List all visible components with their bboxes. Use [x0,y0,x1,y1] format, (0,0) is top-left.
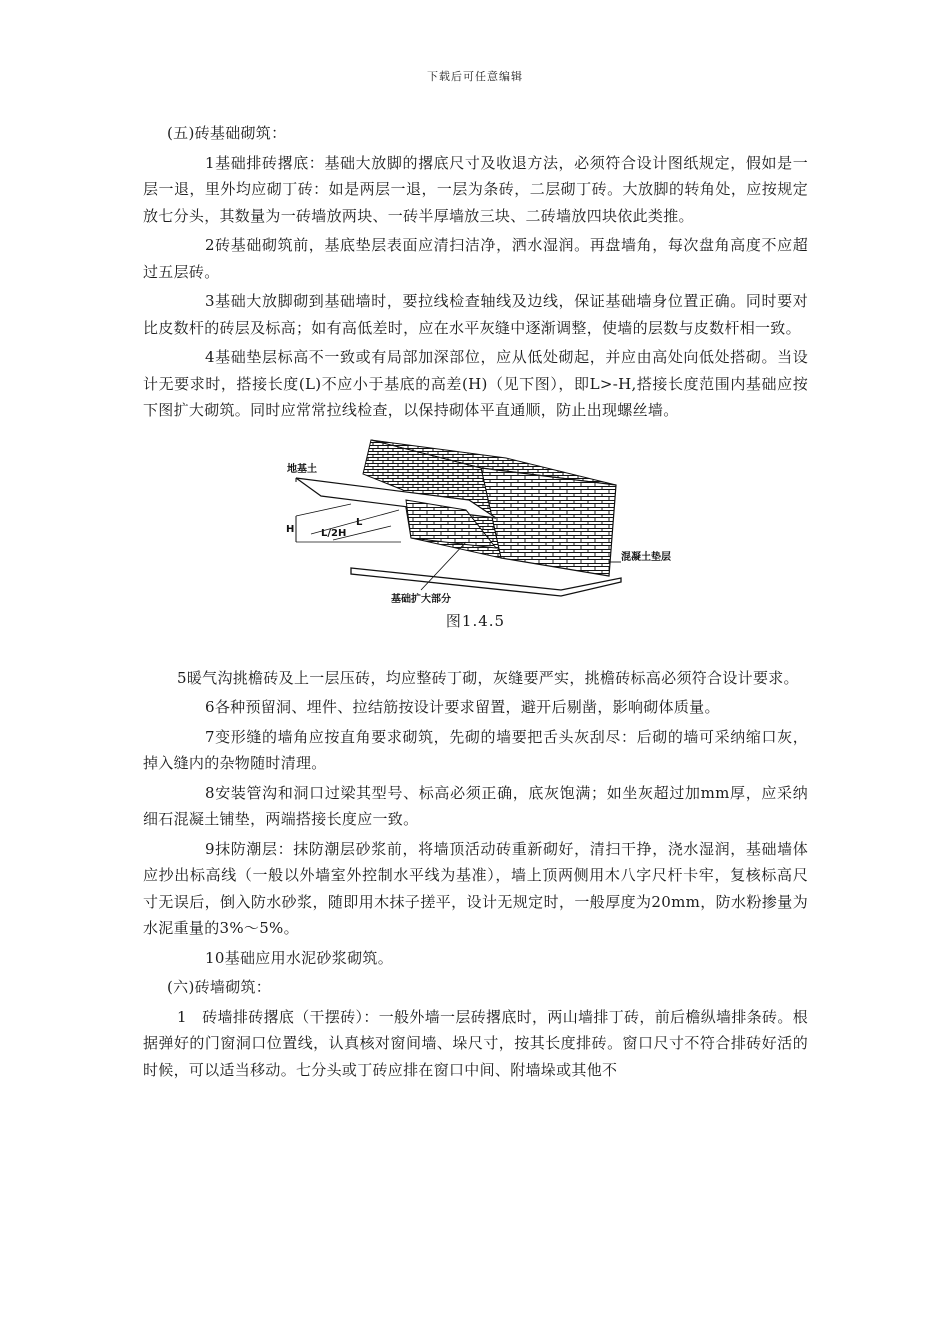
label-soil: 地基土 [287,463,317,475]
label-h: H [286,523,295,535]
section-6-title: (六)砖墙砌筑： [167,978,272,996]
figure-brick-foundation [143,430,808,635]
paragraph-5-5: 5暖气沟挑檐砖及上一层压砖，均应整砖丁砌，灰缝要严实，挑檐砖标高必须符合设计要求。 [177,668,799,687]
figure-caption: 图1.4.5 [445,611,506,630]
label-l: L [356,516,363,528]
label-expand: 基础扩大部分 [391,593,451,605]
paragraph-5-7: 7变形缝的墙角应按直角要求砌筑，先砌的墙要把舌头灰刮尽：后砌的墙可采纳缩口灰，掉入缝内的杂物随时清理。 [143,727,808,772]
page-header: 下载后可任意编辑 [427,70,523,83]
brick-foundation-diagram [286,430,671,605]
paragraph-5-6: 6各种预留洞、埋件、拉结筋按设计要求留置，避开后剔凿，影响砌体质量。 [205,698,720,716]
paragraph-5-3: 3基础大放脚砌到基础墙时，要拉线检查轴线及边线，保证基础墙身位置正确。同时要对比皮数杆的砖层及标高；如有高低差时，应在水平灰缝中逐渐调整，使墙的层数与皮数杆相一致。 [143,292,808,337]
label-concrete: 混凝土垫层 [621,551,671,563]
paragraph-5-4: 4基础垫层标高不一致或有局部加深部位，应从低处砌起，并应由高处向低处搭砌。当设计无要求时，搭接长度(L)不应小于基底的高差(H)（见下图），即L>-H,搭接长度范围内基础应按下图扩大砌筑。同时应常常拉线检查，以保持砌体平直通顺，防止出现螺丝墙。 [143,348,808,419]
wall-front [481,468,616,576]
paragraph-5-10: 10基础应用水泥砂浆砌筑。 [205,948,393,967]
paragraph-6-1: 1 砖墙排砖撂底（干摆砖）：一般外墙一层砖撂底时，两山墙排丁砖，前后檐纵墙排条砖。根据弹好的门窗洞口位置线，认真核对窗间墙、垛尺寸，按其长度排砖。窗口尺寸不符合排砖好活的时候，可以适当移动。七分头或丁砖应排在窗口中间、附墙垛或其他不 [143,1007,808,1079]
section-5-title: (五)砖基础砌筑： [167,124,287,142]
label-ratio: L/2H [321,527,347,539]
paragraph-5-2: 2砖基础砌筑前，基底垫层表面应清扫洁净，洒水湿润。再盘墙角，每次盘角高度不应超过五层砖。 [143,236,808,281]
paragraph-5-8: 8安装管沟和洞口过梁其型号、标高必须正确，底灰饱满；如坐灰超过加mm厚，应采纳细石混凝土铺垫，两端搭接长度应一致。 [143,783,808,828]
paragraph-5-9: 9抹防潮层：抹防潮层砂浆前，将墙顶活动砖重新砌好，清扫干挣，浇水湿润，基础墙体应抄出标高线（一般以外墙室外控制水平线为基准），墙上顶两侧用木八字尺杆卡牢，复核标高尺寸无误后，倒入防水砂浆，随即用木抹子搓平，设计无规定时，一般厚度为20mm，防水粉掺量为水泥重量的3%～5%。 [143,839,808,937]
document-body [143,120,808,1083]
paragraph-5-1: 1基础排砖撂底：基础大放脚的撂底尺寸及收退方法，必须符合设计图纸规定，假如是一层一退，里外均应砌丁砖：如是两层一退，一层为条砖，二层砌丁砖。大放脚的转角处，应按规定放七分头，其数量为一砖墙放两块、一砖半厚墙放三块、二砖墙放四块依此类推。 [143,153,808,225]
concrete-slab [351,568,621,596]
